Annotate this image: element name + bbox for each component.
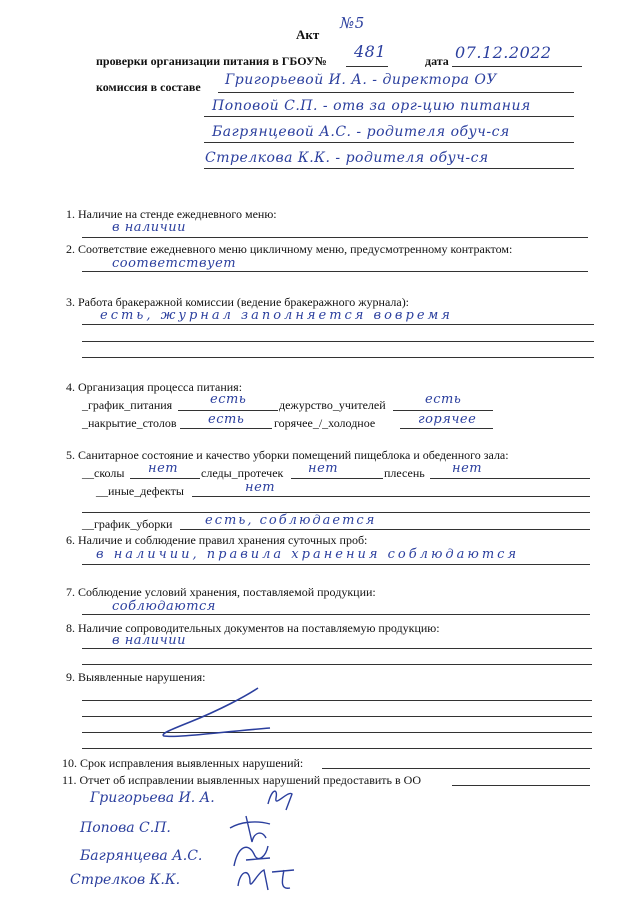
check-label: проверки организации питания в ГБОУ№: [96, 54, 327, 68]
item-1-label: 1. Наличие на стенде ежедневного меню:: [66, 207, 277, 221]
date-value: 07.12.2022: [455, 43, 552, 62]
item-6-label: 6. Наличие и соблюдение правил хранения суточных проб:: [66, 533, 368, 547]
item-3-label: 3. Работа бракеражной комиссии (ведение бракеражного журнала):: [66, 295, 410, 309]
commission-member: Багрянцевой А.С. - родителя обуч-ся: [212, 124, 510, 140]
commission-label: комиссия в составе: [96, 80, 201, 94]
item-7-answer: соблюдаются: [112, 599, 216, 614]
chips-label: __сколы: [82, 466, 125, 480]
item-10-label: 10. Срок исправления выявленных нарушений:: [62, 756, 304, 770]
item-8-label: 8. Наличие сопроводительных документов на поставляемую продукцию:: [66, 621, 440, 635]
mold-value: нет: [452, 461, 483, 476]
hot-cold-value: горячее: [418, 412, 477, 427]
other-defects-label: __иные_дефекты: [96, 484, 184, 498]
item-8-answer: в наличии: [112, 633, 186, 648]
school-number: 481: [354, 42, 387, 61]
item-2-answer: соответствует: [112, 256, 237, 271]
signature-name: Стрелков К.К.: [70, 872, 181, 888]
signature-scribble: [232, 860, 304, 896]
signature-name: Багрянцева А.С.: [80, 848, 203, 864]
item-11-label: 11. Отчет об исправлении выявленных нарушений предоставить в ОО: [62, 773, 421, 787]
item-7-label: 7. Соблюдение условий хранения, поставляемой продукции:: [66, 585, 376, 599]
leaks-label: следы_протечек: [201, 466, 284, 480]
hot-cold-label: горячее_/_холодное: [274, 416, 376, 430]
schedule-value: есть: [210, 392, 247, 407]
duty-label: дежурство_учителей: [279, 398, 386, 412]
act-title: Акт: [296, 27, 320, 42]
item-2-label: 2. Соответствие ежедневного меню цикличному меню, предусмотренному контрактом:: [66, 242, 513, 256]
item-5-label: 5. Санитарное состояние и качество уборки помещений пищеблока и обеденного зала:: [66, 448, 509, 462]
signature-name: Попова С.П.: [80, 820, 171, 836]
leaks-value: нет: [308, 461, 339, 476]
act-number: №5: [340, 14, 365, 32]
signature-name: Григорьева И. А.: [90, 790, 215, 806]
schedule-label: _график_питания: [82, 398, 173, 412]
table-setting-label: _накрытие_столов: [82, 416, 177, 430]
date-label: дата: [425, 54, 449, 68]
item-6-answer: в наличии, правила хранения соблюдаются: [96, 547, 520, 562]
commission-member: Поповой С.П. - отв за орг-цию питания: [212, 98, 531, 114]
no-violations-strike-mark: [150, 682, 280, 742]
other-defects-value: нет: [245, 480, 276, 495]
cleaning-schedule-label: __график_уборки: [82, 517, 173, 531]
chips-value: нет: [148, 461, 179, 476]
item-4-label: 4. Организация процесса питания:: [66, 380, 243, 394]
item-1-answer: в наличии: [112, 220, 186, 235]
item-9-label: 9. Выявленные нарушения:: [66, 670, 206, 684]
table-setting-value: есть: [208, 412, 245, 427]
cleaning-schedule-value: есть, соблюдается: [205, 513, 377, 528]
commission-member: Стрелкова К.К. - родителя обуч-ся: [205, 150, 489, 166]
commission-member: Григорьевой И. А. - директора ОУ: [225, 72, 498, 88]
duty-value: есть: [425, 392, 462, 407]
item-3-answer: есть, журнал заполняется вовремя: [100, 308, 453, 323]
mold-label: плесень: [384, 466, 425, 480]
